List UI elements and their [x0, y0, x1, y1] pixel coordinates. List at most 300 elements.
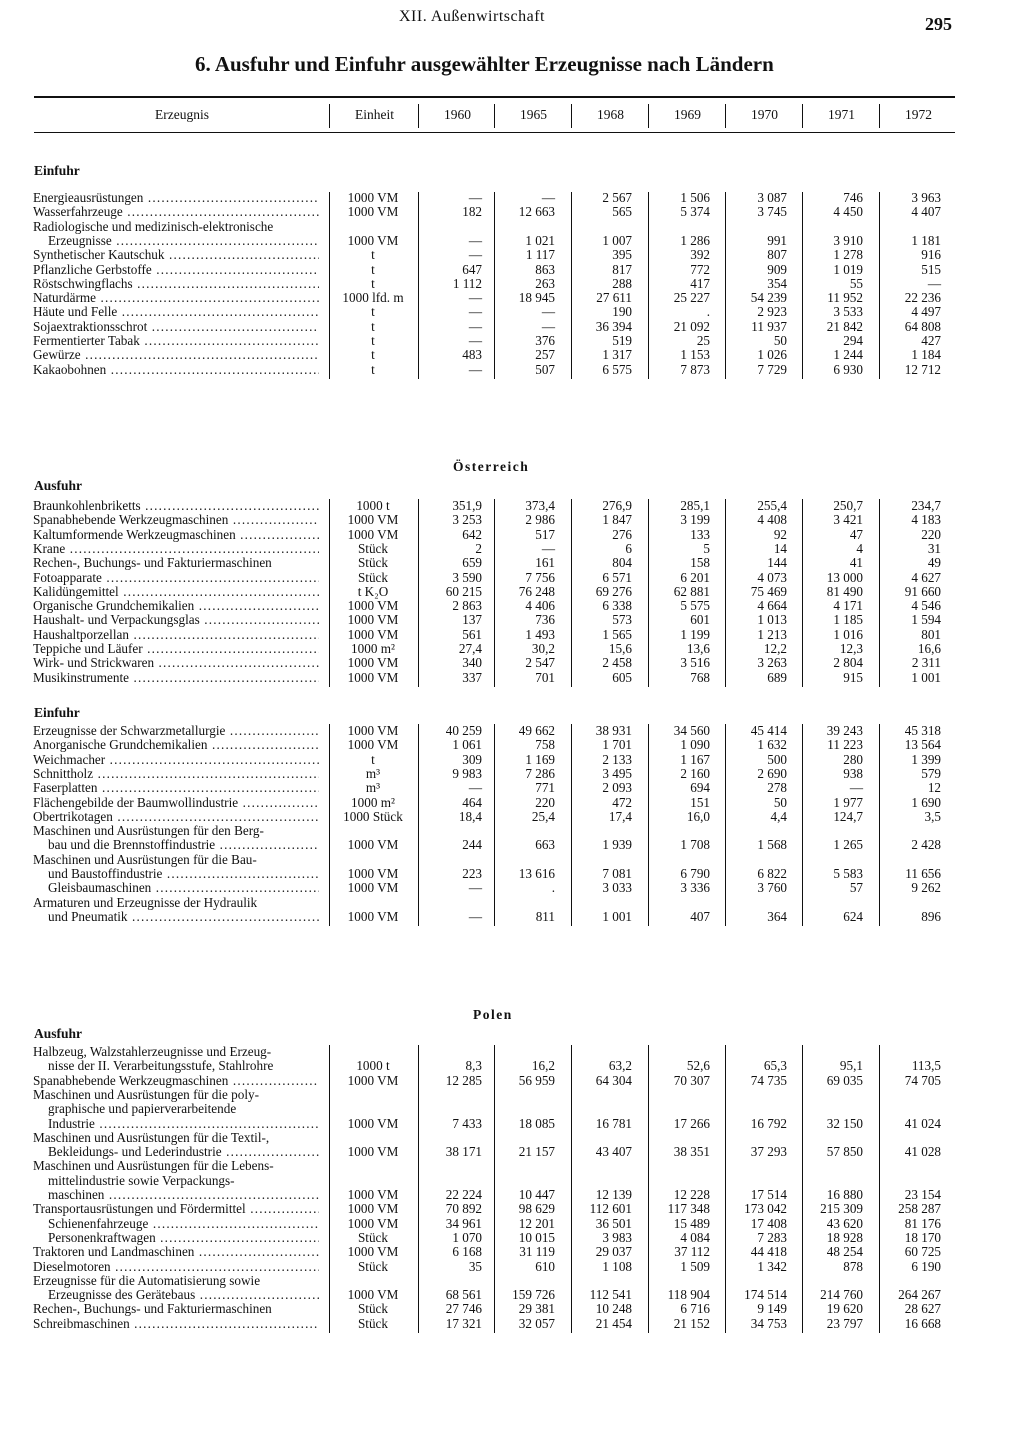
- product-label: Rechen-, Buchungs- und Fakturiermaschinen: [33, 1302, 272, 1317]
- value-cell: 1 708: [680, 837, 710, 853]
- value-cell: 190: [612, 304, 632, 320]
- value-cell: 483: [462, 347, 482, 363]
- value-cell: 27,4: [458, 641, 482, 656]
- unit-cell: 1000 VM: [347, 232, 399, 248]
- table-row: [0, 796, 1024, 810]
- table-row: [0, 599, 1024, 613]
- unit-cell: 1000 VM: [347, 598, 399, 614]
- value-cell: 807: [767, 247, 787, 263]
- product-label: Braunkohlenbriketts .....: [33, 499, 319, 513]
- value-cell: 69 276: [595, 583, 632, 599]
- column-separator: [329, 104, 330, 128]
- table-row: [0, 767, 1024, 781]
- table-row: [0, 320, 1024, 334]
- value-cell: 76 248: [518, 583, 555, 599]
- value-cell: 863: [535, 261, 555, 277]
- column-separator: [725, 104, 726, 128]
- column-header-year: 1965: [520, 107, 547, 122]
- unit-cell: Stück: [357, 555, 389, 571]
- column-separator: [648, 192, 649, 379]
- value-cell: —: [468, 780, 482, 796]
- value-cell: 392: [690, 247, 710, 263]
- value-cell: 18 085: [518, 1115, 555, 1131]
- value-cell: 896: [921, 908, 941, 924]
- table-row: [0, 585, 1024, 599]
- section-header: XII. Außenwirtschaft: [399, 8, 545, 25]
- product-label: Obertrikotagen .....: [33, 810, 319, 824]
- table-row: [0, 513, 1024, 527]
- value-cell: 7 286: [525, 765, 555, 781]
- value-cell: 38 351: [673, 1144, 710, 1160]
- value-cell: 464: [462, 794, 482, 810]
- value-cell: 1 286: [680, 232, 710, 248]
- value-cell: —: [541, 540, 555, 556]
- unit-cell: 1000 lfd. m: [342, 290, 404, 306]
- column-separator: [494, 104, 495, 128]
- value-cell: 13 564: [904, 737, 941, 753]
- value-cell: 11 937: [751, 318, 787, 334]
- value-cell: 1 939: [602, 837, 632, 853]
- column-separator: [802, 499, 803, 687]
- unit-cell: t: [371, 361, 375, 377]
- unit-cell: Stück: [357, 1258, 389, 1274]
- value-cell: 12 201: [518, 1215, 555, 1231]
- value-cell: 1 117: [525, 247, 555, 263]
- value-cell: 255,4: [757, 498, 787, 513]
- product-label: Wirk- und Strickwaren .....: [33, 656, 319, 670]
- column-header-year: 1971: [828, 107, 855, 122]
- unit-cell: 1000 VM: [347, 866, 399, 881]
- table-row: [0, 910, 1024, 924]
- value-cell: 12: [927, 780, 941, 796]
- column-header-year: 1970: [751, 107, 778, 122]
- value-cell: 257: [535, 347, 555, 363]
- value-cell: 2 093: [602, 780, 632, 796]
- column-separator: [802, 1045, 803, 1333]
- column-separator: [879, 724, 880, 926]
- value-cell: 6 790: [680, 866, 710, 881]
- value-cell: 161: [535, 555, 555, 571]
- value-cell: 36 394: [595, 318, 632, 334]
- value-cell: 34 560: [673, 723, 710, 738]
- value-cell: 32 150: [826, 1115, 863, 1131]
- product-label: Wasserfahrzeuge .....: [33, 205, 319, 219]
- value-cell: —: [541, 318, 555, 334]
- column-separator: [571, 499, 572, 687]
- value-cell: 21 152: [673, 1315, 710, 1331]
- value-cell: 1 594: [911, 612, 941, 628]
- product-label: Transportausrüstungen und Fördermittel .....: [33, 1202, 319, 1216]
- value-cell: 18,4: [458, 808, 482, 824]
- table-row: [0, 1159, 1024, 1173]
- value-cell: 11 223: [827, 737, 863, 753]
- value-cell: 1 847: [602, 512, 632, 528]
- column-separator: [329, 724, 330, 926]
- value-cell: 515: [921, 261, 941, 277]
- table-row: [0, 881, 1024, 895]
- value-cell: 340: [462, 655, 482, 671]
- value-cell: 16,2: [531, 1058, 555, 1074]
- unit-cell: 1000 VM: [347, 1215, 399, 1231]
- value-cell: 417: [690, 275, 710, 291]
- value-cell: 220: [535, 794, 555, 810]
- value-cell: 2 547: [525, 655, 555, 671]
- table-row: [0, 205, 1024, 219]
- value-cell: 6 716: [680, 1301, 710, 1317]
- column-separator: [329, 192, 330, 379]
- value-cell: 4 664: [757, 598, 787, 614]
- value-cell: 663: [535, 837, 555, 853]
- product-label: Gewürze .....: [33, 348, 319, 362]
- value-cell: 701: [535, 669, 555, 685]
- value-cell: 44 418: [750, 1244, 787, 1260]
- value-cell: 41 024: [904, 1115, 941, 1131]
- value-cell: 659: [462, 555, 482, 571]
- value-cell: .: [706, 304, 710, 320]
- product-label: Schienenfahrzeuge .....: [48, 1217, 319, 1231]
- value-cell: 21 454: [595, 1315, 632, 1331]
- value-cell: 9 262: [911, 880, 941, 896]
- product-label: Bekleidungs- und Lederindustrie .....: [48, 1145, 319, 1159]
- value-cell: 1 169: [525, 751, 555, 767]
- table-row: [0, 781, 1024, 795]
- column-separator: [725, 499, 726, 687]
- value-cell: 1 509: [680, 1258, 710, 1274]
- country-heading: Österreich: [453, 459, 530, 474]
- value-cell: 1 265: [833, 837, 863, 853]
- value-cell: 50: [773, 794, 787, 810]
- value-cell: 17 514: [750, 1187, 787, 1202]
- value-cell: 647: [462, 261, 482, 277]
- value-cell: 373,4: [525, 498, 555, 513]
- value-cell: 6 201: [680, 569, 710, 585]
- product-label: Weichmacher .....: [33, 753, 319, 767]
- value-cell: 28 627: [904, 1301, 941, 1317]
- product-label: Kalidüngemittel .....: [33, 585, 319, 599]
- product-label: Sojaextraktionsschrot .....: [33, 320, 319, 334]
- product-label: Erzeugnisse .....: [48, 234, 319, 248]
- column-separator: [648, 499, 649, 687]
- value-cell: 1 184: [911, 347, 941, 363]
- value-cell: 25 227: [673, 290, 710, 306]
- product-label: Anorganische Grundchemikalien .....: [33, 738, 319, 752]
- column-separator: [494, 1045, 495, 1333]
- value-cell: 3 087: [757, 190, 787, 205]
- value-cell: 579: [921, 765, 941, 781]
- value-cell: 35: [468, 1258, 482, 1274]
- column-separator: [329, 499, 330, 687]
- value-cell: 517: [535, 526, 555, 542]
- value-cell: 16 792: [750, 1115, 787, 1131]
- value-cell: —: [927, 275, 941, 291]
- unit-cell: t: [371, 261, 375, 277]
- value-cell: 4 450: [833, 204, 863, 220]
- value-cell: 22 236: [904, 290, 941, 306]
- table-row: [0, 542, 1024, 556]
- value-cell: 3 590: [452, 569, 482, 585]
- column-separator: [879, 104, 880, 128]
- value-cell: 220: [921, 526, 941, 542]
- column-header-year: 1968: [597, 107, 624, 122]
- product-label: Schnittholz .....: [33, 767, 319, 781]
- value-cell: 173 042: [744, 1201, 787, 1217]
- unit-cell: 1000 VM: [347, 880, 399, 896]
- value-cell: 69 035: [826, 1072, 863, 1088]
- value-cell: 16 880: [826, 1187, 863, 1202]
- value-cell: 6 168: [452, 1244, 482, 1260]
- product-label: Flächengebilde der Baumwollindustrie .....: [33, 796, 319, 810]
- product-label: Naturdärme .....: [33, 291, 319, 305]
- table-row: [0, 291, 1024, 305]
- table-row: [0, 220, 1024, 234]
- value-cell: 74 735: [750, 1072, 787, 1088]
- unit-cell: 1000 VM: [347, 626, 399, 642]
- product-label: Rechen-, Buchungs- und Fakturiermaschinen: [33, 556, 272, 571]
- product-label: Pflanzliche Gerbstoffe .....: [33, 263, 319, 277]
- column-header-product: Erzeugnis: [155, 107, 209, 122]
- value-cell: 285,1: [680, 498, 710, 513]
- value-cell: 49 662: [518, 723, 555, 738]
- value-cell: 3 910: [833, 232, 863, 248]
- value-cell: 22 224: [445, 1187, 482, 1202]
- table-row: [0, 234, 1024, 248]
- value-cell: 29 037: [595, 1244, 632, 1260]
- value-cell: 151: [690, 794, 710, 810]
- unit-cell: 1000 VM: [347, 908, 399, 924]
- value-cell: 801: [921, 626, 941, 642]
- value-cell: —: [468, 247, 482, 263]
- value-cell: 3 495: [602, 765, 632, 781]
- value-cell: 1 342: [757, 1258, 787, 1274]
- value-cell: 610: [535, 1258, 555, 1274]
- value-cell: 2 458: [602, 655, 632, 671]
- product-label: Dieselmotoren .....: [33, 1260, 319, 1274]
- column-separator: [494, 499, 495, 687]
- value-cell: 17 408: [750, 1215, 787, 1231]
- table-row: [0, 1145, 1024, 1159]
- value-cell: 1 977: [833, 794, 863, 810]
- value-cell: 48 254: [826, 1244, 863, 1260]
- value-cell: 11 952: [827, 290, 863, 306]
- value-cell: 1 568: [757, 837, 787, 853]
- value-cell: 3 033: [602, 880, 632, 896]
- product-label: Industrie .....: [48, 1117, 319, 1131]
- value-cell: 50: [773, 333, 787, 348]
- value-cell: 49: [927, 555, 941, 571]
- value-cell: 4 408: [757, 512, 787, 528]
- column-separator: [802, 104, 803, 128]
- value-cell: 264 267: [898, 1287, 941, 1303]
- value-cell: 6 190: [911, 1258, 941, 1274]
- value-cell: 16 668: [904, 1315, 941, 1331]
- product-label: Erzeugnisse der Schwarzmetallurgie .....: [33, 724, 319, 738]
- value-cell: 817: [612, 261, 632, 277]
- value-cell: 29 381: [518, 1301, 555, 1317]
- value-cell: 2 986: [525, 512, 555, 528]
- column-separator: [879, 499, 880, 687]
- value-cell: 991: [767, 232, 787, 248]
- value-cell: 916: [921, 247, 941, 263]
- column-separator: [648, 1045, 649, 1333]
- value-cell: 4,4: [770, 808, 787, 824]
- unit-cell: t: [371, 275, 375, 291]
- value-cell: 10 447: [518, 1187, 555, 1202]
- value-cell: 12 712: [904, 361, 941, 377]
- value-cell: 1 108: [602, 1258, 632, 1274]
- value-cell: 5 583: [833, 866, 863, 881]
- value-cell: 6 571: [602, 569, 632, 585]
- value-cell: 70 307: [673, 1072, 710, 1088]
- table-row: [0, 724, 1024, 738]
- unit-cell: 1000 VM: [347, 1201, 399, 1217]
- value-cell: 31: [927, 540, 941, 556]
- value-cell: 1 399: [911, 751, 941, 767]
- unit-cell: t K₂O: [357, 583, 389, 599]
- value-cell: 65,3: [763, 1058, 787, 1074]
- value-cell: 21 157: [518, 1144, 555, 1160]
- column-separator: [879, 192, 880, 379]
- value-cell: 3 745: [757, 204, 787, 220]
- value-cell: 45 318: [904, 723, 941, 738]
- table-row: [0, 1045, 1024, 1059]
- value-cell: 250,7: [833, 498, 863, 513]
- value-cell: 288: [612, 275, 632, 291]
- unit-cell: 1000 VM: [347, 1072, 399, 1088]
- value-cell: 3 760: [757, 880, 787, 896]
- value-cell: 642: [462, 526, 482, 542]
- value-cell: 63,2: [608, 1058, 632, 1074]
- value-cell: 27 746: [445, 1301, 482, 1317]
- value-cell: —: [849, 780, 863, 796]
- unit-cell: 1000 VM: [347, 612, 399, 628]
- value-cell: 1 061: [452, 737, 482, 753]
- value-cell: 47: [849, 526, 863, 542]
- value-cell: 1 317: [602, 347, 632, 363]
- value-cell: 41 028: [904, 1144, 941, 1160]
- value-cell: 1 185: [833, 612, 863, 628]
- value-cell: —: [468, 333, 482, 348]
- value-cell: 758: [535, 737, 555, 753]
- value-cell: 98 629: [518, 1201, 555, 1217]
- unit-cell: 1000 VM: [347, 737, 399, 753]
- value-cell: 2 311: [911, 655, 941, 671]
- product-label: Spanabhebende Werkzeugmaschinen .....: [33, 1074, 319, 1088]
- value-cell: 13 000: [826, 569, 863, 585]
- value-cell: 13,6: [686, 641, 710, 656]
- value-cell: 144: [767, 555, 787, 571]
- value-cell: 771: [535, 780, 555, 796]
- product-label: Maschinen und Ausrüstungen für die Bau-: [33, 852, 257, 867]
- value-cell: 3 263: [757, 655, 787, 671]
- product-label: Erzeugnisse des Gerätebaus .....: [48, 1288, 319, 1302]
- section-label: Ausfuhr: [34, 1026, 83, 1041]
- section-label: Ausfuhr: [34, 478, 83, 493]
- value-cell: 159 726: [512, 1287, 555, 1303]
- value-cell: 92: [773, 526, 787, 542]
- unit-cell: 1000 VM: [347, 837, 399, 853]
- value-cell: 64 304: [595, 1072, 632, 1088]
- value-cell: 36 501: [595, 1215, 632, 1231]
- value-cell: 1 632: [757, 737, 787, 753]
- table-row: [0, 1231, 1024, 1245]
- value-cell: 244: [462, 837, 482, 853]
- product-label: Maschinen und Ausrüstungen für die Textil-,: [33, 1130, 270, 1145]
- value-cell: 3,5: [924, 808, 941, 824]
- unit-cell: 1000 Stück: [343, 808, 403, 824]
- value-cell: 4 497: [911, 304, 941, 320]
- value-cell: 1 701: [602, 737, 632, 753]
- unit-cell: 1000 VM: [347, 526, 399, 542]
- value-cell: 95,1: [839, 1058, 863, 1074]
- table-row: [0, 1102, 1024, 1116]
- value-cell: 34 753: [750, 1315, 787, 1331]
- value-cell: 565: [612, 204, 632, 220]
- value-cell: 1 244: [833, 347, 863, 363]
- product-label: Traktoren und Landmaschinen .....: [33, 1245, 319, 1259]
- value-cell: 1 153: [680, 347, 710, 363]
- unit-cell: 1000 VM: [347, 655, 399, 671]
- value-cell: 9 149: [757, 1301, 787, 1317]
- value-cell: 601: [690, 612, 710, 628]
- unit-cell: Stück: [357, 1229, 389, 1245]
- product-label: und Pneumatik .....: [48, 910, 319, 924]
- value-cell: 11 656: [905, 866, 941, 881]
- product-label: nisse der II. Verarbeitungsstufe, Stahlrohre: [48, 1059, 274, 1074]
- value-cell: —: [541, 304, 555, 320]
- table-row: [0, 1131, 1024, 1145]
- value-cell: 112 541: [589, 1287, 632, 1303]
- column-separator: [571, 724, 572, 926]
- unit-cell: t: [371, 304, 375, 320]
- section-label: Einfuhr: [34, 163, 80, 178]
- page-number: 295: [925, 14, 952, 34]
- value-cell: 1 013: [757, 612, 787, 628]
- unit-cell: 1000 VM: [347, 190, 399, 205]
- column-separator: [418, 499, 419, 687]
- value-cell: —: [468, 190, 482, 205]
- product-label: Fotoapparate .....: [33, 571, 319, 585]
- table-row: [0, 1302, 1024, 1316]
- table-row: [0, 1202, 1024, 1216]
- unit-cell: 1000 VM: [347, 1144, 399, 1160]
- column-separator: [879, 1045, 880, 1333]
- value-cell: 75 469: [750, 583, 787, 599]
- value-cell: 1 199: [680, 626, 710, 642]
- value-cell: 182: [462, 204, 482, 220]
- value-cell: 55: [849, 275, 863, 291]
- value-cell: 14: [773, 540, 787, 556]
- product-label: Fermentierter Tabak .....: [33, 334, 319, 348]
- table-row: [0, 656, 1024, 670]
- table-row: [0, 248, 1024, 262]
- value-cell: 4 407: [911, 204, 941, 220]
- table-row: [0, 1059, 1024, 1073]
- value-cell: 6 822: [757, 866, 787, 881]
- value-cell: 4: [856, 540, 863, 556]
- value-cell: 54 239: [750, 290, 787, 306]
- column-separator: [571, 1045, 572, 1333]
- value-cell: 804: [612, 555, 632, 571]
- value-cell: —: [468, 908, 482, 924]
- value-cell: 12 228: [673, 1187, 710, 1202]
- unit-cell: 1000 m²: [351, 641, 395, 656]
- value-cell: 124,7: [833, 808, 863, 824]
- value-cell: 2 160: [680, 765, 710, 781]
- value-cell: 4 627: [911, 569, 941, 585]
- value-cell: 12 139: [595, 1187, 632, 1202]
- value-cell: 18 928: [826, 1229, 863, 1245]
- table-row: [0, 738, 1024, 752]
